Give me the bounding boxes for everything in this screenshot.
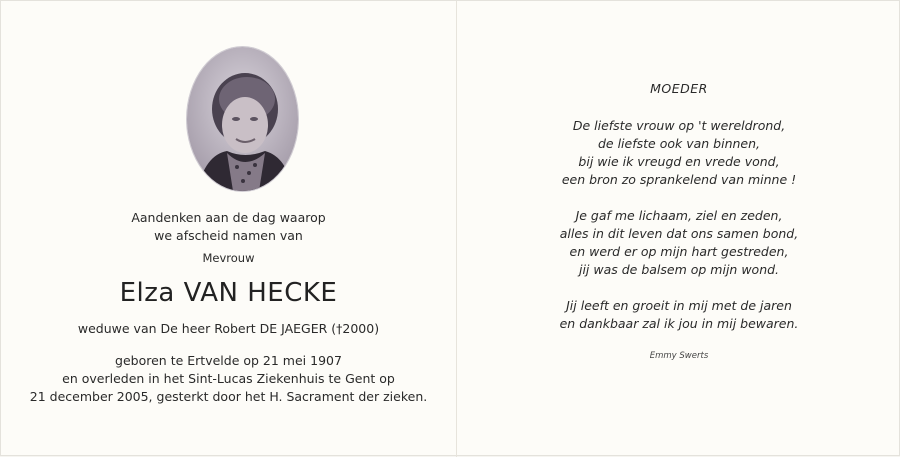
poem-line: jij was de balsem op mijn wond. [578, 262, 780, 277]
poem-line: Je gaf me lichaam, ziel en zeden, [575, 208, 783, 223]
died-line-2: 21 december 2005, gesterkt door het H. Sacrament der zieken. [29, 389, 428, 404]
poem-line: alles in dit leven dat ons samen bond, [559, 226, 799, 241]
poem-line: en werd er op mijn hart gestreden, [569, 244, 789, 259]
poem-line: en dankbaar zal ik jou in mij bewaren. [559, 316, 799, 331]
poem-line: bij wie ik vreugd en vrede vond, [578, 154, 780, 169]
portrait-photo [187, 47, 298, 191]
poem-line: de liefste ook van binnen, [597, 136, 760, 151]
poem-stanza-1 [457, 117, 900, 189]
intro-line-1: Aandenken aan de dag waarop [131, 210, 326, 225]
poem-line: een bron zo sprankelend van minne ! [561, 172, 797, 187]
died-line-1: en overleden in het Sint-Lucas Ziekenhuis te Gent op [62, 371, 395, 386]
born-line: geboren te Ertvelde op 21 mei 1907 [115, 353, 342, 368]
portrait-image [187, 47, 298, 191]
deceased-name: Elza VAN HECKE [119, 278, 338, 308]
right-panel [457, 1, 900, 457]
poem-author: Emmy Swerts [649, 351, 709, 361]
poem-line: Jij leeft en groeit in mij met de jaren [566, 298, 792, 313]
poem-stanza-2 [457, 207, 900, 279]
poem-line: De liefste vrouw op 't wereldrond, [572, 118, 786, 133]
intro-line-2: we afscheid namen van [154, 228, 303, 243]
widow-line: weduwe van De heer Robert DE JAEGER (†2000) [77, 321, 380, 336]
poem-stanza-3 [457, 297, 900, 333]
left-panel [1, 1, 456, 457]
poem-title: MOEDER [650, 81, 708, 96]
honorific: Mevrouw [202, 251, 255, 265]
